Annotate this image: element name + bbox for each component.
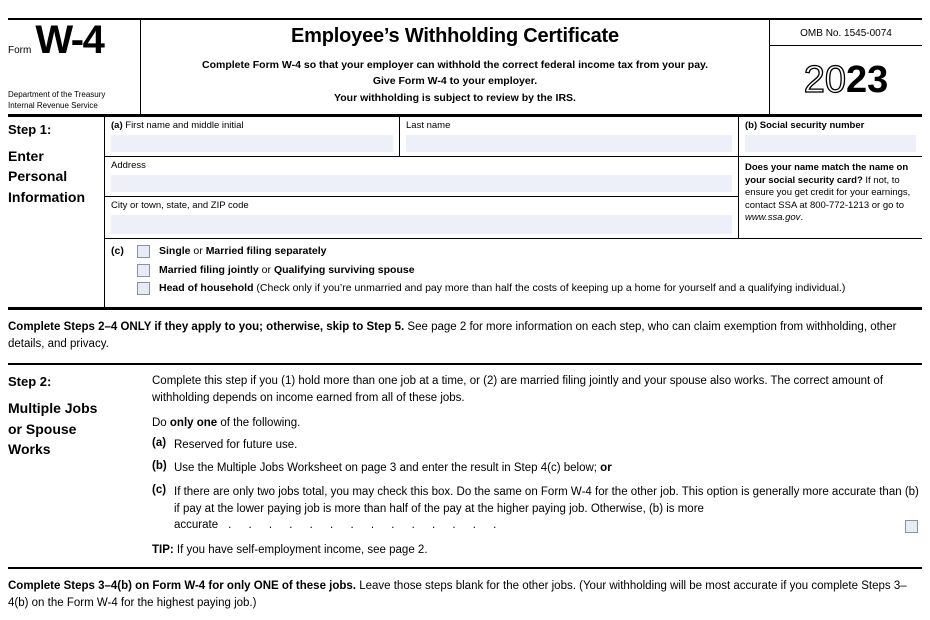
form-title-block	[141, 20, 770, 114]
steps-2-4-notice: Complete Steps 2–4 ONLY if they apply to you; otherwise, skip to Step 5. See page 2 for more information on each step, who can claim exemption from withholding, other details, and privacy.	[8, 320, 897, 351]
tax-year-suffix: 23	[846, 59, 889, 101]
married-jointly-checkbox[interactable]	[137, 264, 150, 277]
form-id-block	[8, 20, 141, 114]
omb-number: OMB No. 1545-0074	[770, 20, 922, 46]
step2-item-b	[152, 460, 922, 477]
filing-status-row	[105, 239, 922, 307]
first-name-cell	[105, 117, 400, 156]
step2-item-c-text: If there are only two jobs total, you may check this box. Do the same on Form W-4 for the other job. This option is generally more accurate than (b) if pay at the lower paying job is more than half of the pay at the higher paying job. Otherwise, (b) is more accurate . . . . . . . . . . . . . .	[174, 486, 919, 532]
personal-info-fields	[105, 117, 922, 239]
filing-status-options	[137, 245, 922, 301]
form-title: Employee’s Withholding Certificate	[291, 25, 619, 47]
address-label: Address	[111, 160, 146, 171]
form-id	[8, 18, 136, 62]
first-name-prefix: (a)	[111, 120, 123, 131]
step2-title-line: Works	[8, 441, 51, 458]
city-input[interactable]	[111, 215, 732, 234]
step2-item-a-text: Reserved for future use.	[174, 438, 298, 451]
last-name-cell	[400, 117, 738, 156]
step1-title	[8, 146, 102, 207]
last-name-input[interactable]	[406, 135, 732, 152]
step2-item-c-prefix: (c)	[152, 484, 167, 497]
instruction-line-2: Give Form W-4 to your employer.	[372, 75, 538, 88]
step2-title-line: Multiple Jobs	[8, 400, 98, 417]
department-block	[8, 90, 136, 111]
filing-status-option-head-of-household	[137, 282, 922, 296]
step2-label-column	[8, 373, 152, 556]
married-jointly-option-label: Married filing jointly or Qualifying surviving spouse	[159, 263, 415, 276]
single-checkbox[interactable]	[137, 245, 150, 258]
step1-section	[8, 117, 922, 310]
head-of-household-option-label: Head of household (Check only if you’re unmarried and pay more than half the costs of keeping up a home for yourself and a qualifying individual.)	[159, 282, 846, 295]
ssn-cell	[739, 117, 922, 157]
step2-item-b-prefix: (b)	[152, 460, 167, 473]
city-cell	[105, 197, 738, 238]
step2-item-c	[152, 484, 922, 534]
last-name-label: Last name	[406, 120, 451, 131]
step2-do-line: Do only one of the following.	[152, 416, 301, 429]
ssn-label: (b) Social security number	[745, 120, 865, 131]
step2-title-line: or Spouse	[8, 420, 77, 437]
name-address-fields	[105, 117, 738, 238]
name-row	[105, 117, 738, 157]
filing-status-prefix: (c)	[111, 245, 124, 257]
ssn-prefix: (b)	[745, 120, 758, 131]
address-input[interactable]	[111, 175, 732, 192]
city-label: City or town, state, and ZIP code	[111, 200, 249, 211]
form-header	[8, 18, 922, 117]
step1-label: Step 1:	[8, 122, 52, 137]
step2-title	[8, 398, 152, 459]
step2-item-b-text: Use the Multiple Jobs Worksheet on page 3 and enter the result in Step 4(c) below; or	[174, 462, 612, 475]
form-word-label: Form	[8, 45, 32, 56]
tip-note: TIP: If you have self-employment income, see page 2.	[152, 544, 428, 557]
dot-leader: . . . . . . . . . . . . . .	[228, 519, 504, 532]
instruction-line-1: Complete Form W-4 so that your employer can withhold the correct federal income tax from your pay.	[201, 59, 709, 71]
head-of-household-checkbox[interactable]	[137, 282, 150, 295]
form-area	[8, 0, 922, 620]
ssn-column	[738, 117, 922, 238]
step2-intro: Complete this step if you (1) hold more than one job at a time, or (2) are married filing jointly and your spouse also works. The correct amount of withholding depends on income earned from all of these jobs.	[152, 375, 884, 405]
first-name-label: (a) First name and middle initial	[111, 120, 244, 131]
step2-section	[8, 363, 922, 569]
single-option-label: Single or Married filing separately	[159, 245, 327, 257]
step2-body	[152, 373, 922, 556]
instruction-line-3: Your withholding is subject to review by the IRS.	[334, 91, 576, 104]
two-jobs-checkbox[interactable]	[905, 520, 918, 533]
ssa-gov-link: www.ssa.gov	[745, 212, 801, 224]
form-number: W-4	[35, 18, 104, 62]
department-line-1: Department of the Treasury	[8, 90, 106, 100]
step1-title-line: Personal	[8, 168, 68, 185]
ssn-input[interactable]	[745, 135, 916, 152]
first-name-input[interactable]	[111, 135, 393, 152]
step1-title-line: Information	[8, 188, 85, 205]
tax-year-prefix: 20	[803, 59, 846, 101]
department-line-2: Internal Revenue Service	[8, 100, 98, 110]
step2-item-a	[152, 437, 922, 454]
step2-item-a-prefix: (a)	[152, 436, 167, 449]
filing-status-option-single	[137, 245, 922, 259]
omb-year-block	[770, 20, 922, 114]
step1-body	[105, 117, 922, 307]
ssa-note: Does your name match the name on your social security card? If not, to ensure you get credit for your earnings, contact SSA at 800-772-1213 or go to www.ssa.gov.	[745, 162, 911, 224]
step1-title-line: Enter	[8, 148, 44, 164]
steps-3-4b-notice: Complete Steps 3–4(b) on Form W-4 for only ONE of these jobs. Leave those steps blank for the other jobs. (Your withholding will be most accurate if you complete Steps 3–4(b) on the Form W-4 for the highest paying job.)	[8, 580, 907, 610]
filing-status-option-married-jointly	[137, 264, 922, 278]
address-cell	[105, 157, 738, 197]
tax-year	[770, 46, 922, 114]
step2-label: Step 2:	[8, 374, 52, 390]
step1-label-column	[8, 117, 105, 307]
